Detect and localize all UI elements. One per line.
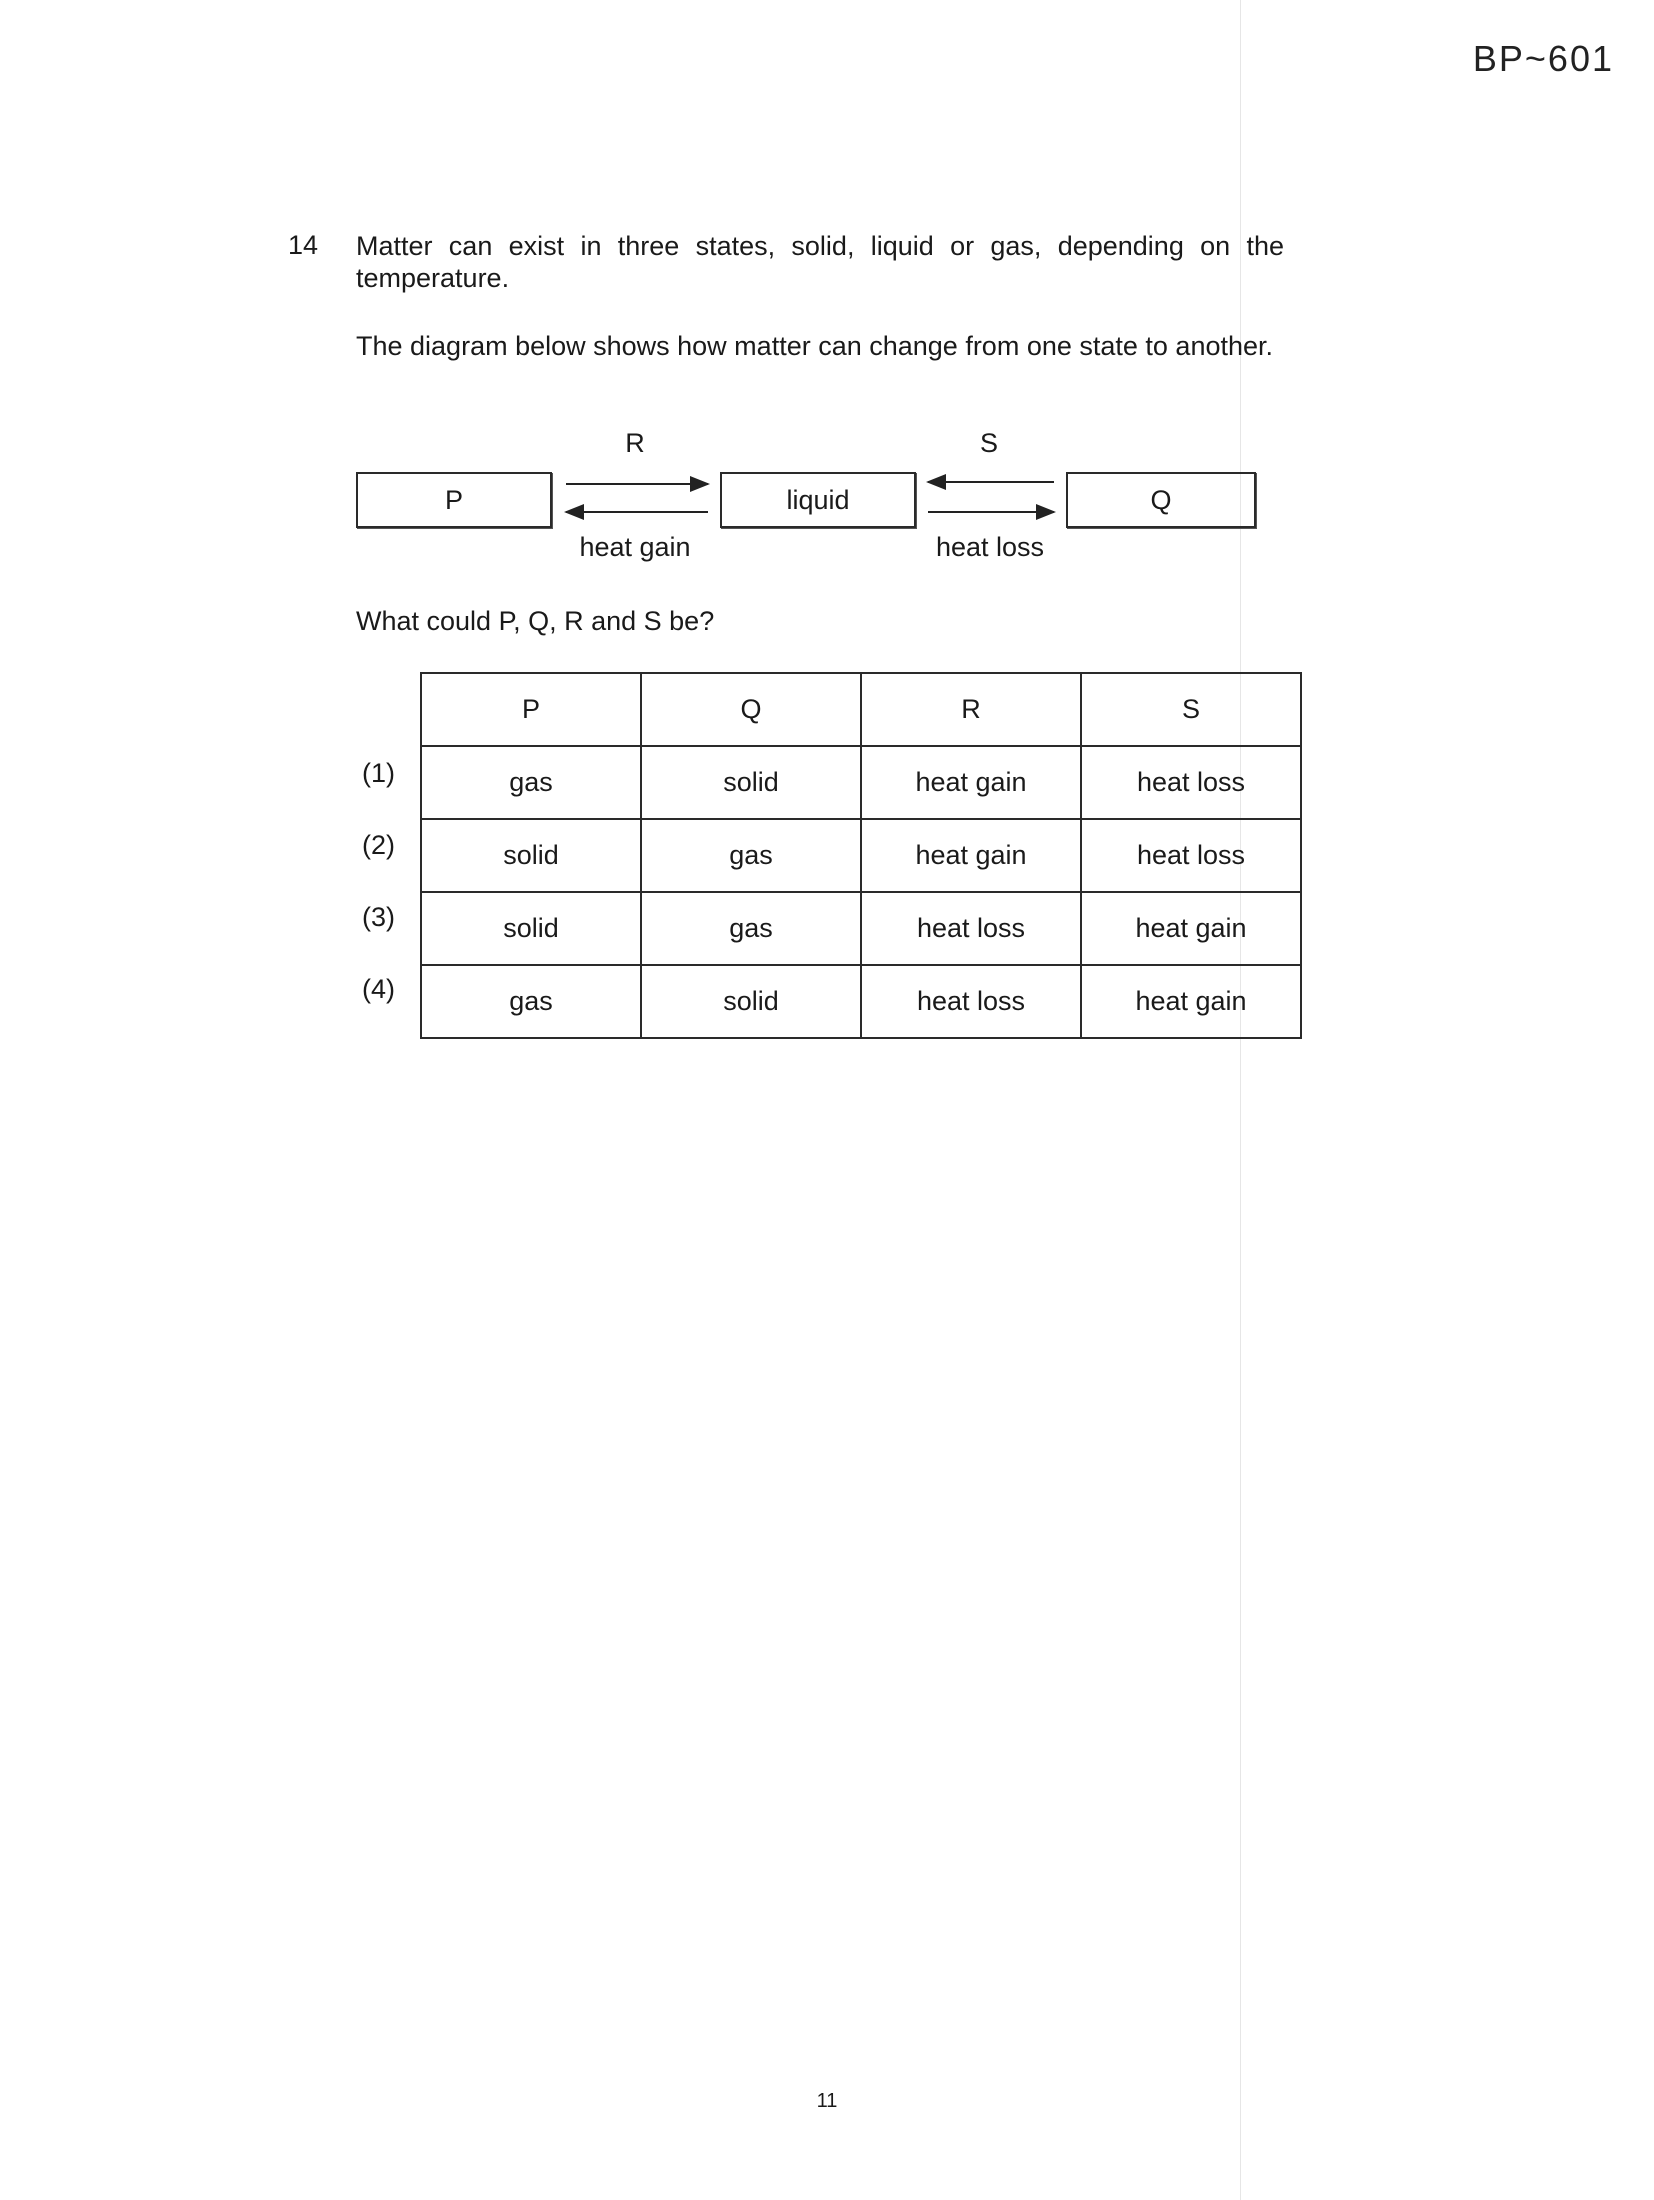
cell-q: gas (641, 892, 861, 965)
cell-r: heat loss (861, 892, 1081, 965)
cell-q: solid (641, 965, 861, 1038)
cell-s: heat loss (1081, 819, 1301, 892)
option-label: (4) (362, 974, 395, 1004)
state-box-p: P (356, 472, 552, 528)
option-label: (3) (362, 902, 395, 932)
cell-r: heat loss (861, 965, 1081, 1038)
cell-s: heat loss (1081, 746, 1301, 819)
cell-p: gas (421, 965, 641, 1038)
option-labels (362, 743, 395, 1031)
state-box-q: Q (1066, 472, 1256, 528)
option-label: (1) (362, 758, 395, 788)
cell-s: heat gain (1081, 892, 1301, 965)
header-q: Q (641, 673, 861, 746)
table-row (421, 892, 1301, 965)
cell-s: heat gain (1081, 965, 1301, 1038)
header-r: R (861, 673, 1081, 746)
state-box-liquid: liquid (720, 472, 916, 528)
question-diagram-intro: The diagram below shows how matter can change from one state to another. (356, 331, 1274, 361)
label-heat-loss: heat loss (935, 532, 1045, 562)
cell-p: solid (421, 892, 641, 965)
question-intro: Matter can exist in three states, solid, liquid or gas, depending on the temperature. (356, 231, 1284, 293)
table-row (421, 819, 1301, 892)
option-label: (2) (362, 830, 395, 860)
question-number: 14 (288, 230, 319, 260)
cell-r: heat gain (861, 819, 1081, 892)
cell-r: heat gain (861, 746, 1081, 819)
diagram-arrows (0, 0, 1654, 700)
table-row (421, 965, 1301, 1038)
cell-q: solid (641, 746, 861, 819)
cell-p: gas (421, 746, 641, 819)
label-heat-gain: heat gain (579, 532, 691, 562)
question-stem: What could P, Q, R and S be? (356, 606, 715, 636)
cell-p: solid (421, 819, 641, 892)
table-row (421, 746, 1301, 819)
page-number: 11 (816, 2090, 838, 2112)
arrow-label-r: R (625, 428, 645, 458)
document-code: BP~601 (1472, 38, 1614, 79)
arrow-label-s: S (979, 428, 998, 458)
header-p: P (421, 673, 641, 746)
cell-q: gas (641, 819, 861, 892)
header-s: S (1081, 673, 1301, 746)
options-table (420, 672, 1302, 1039)
table-header-row (421, 673, 1301, 746)
